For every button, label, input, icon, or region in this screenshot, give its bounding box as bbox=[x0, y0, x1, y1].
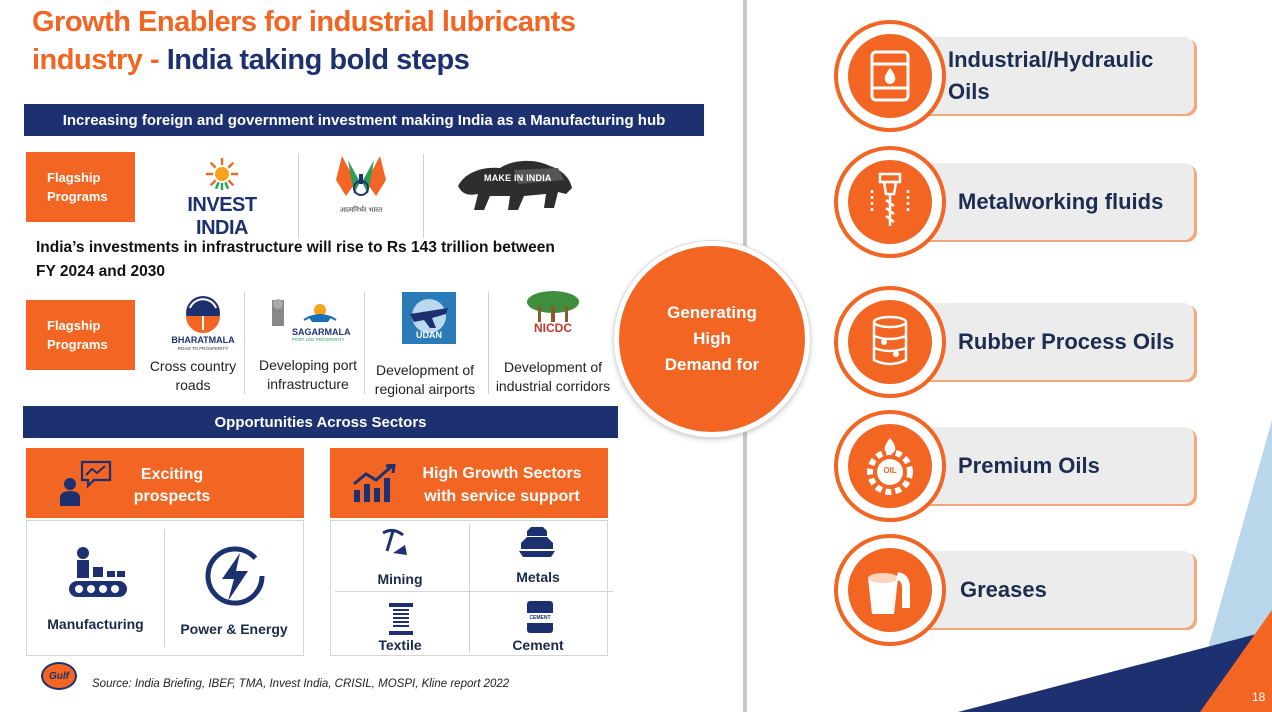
program-caption-roads bbox=[138, 357, 248, 395]
caption-port-line1: Developing port bbox=[258, 357, 358, 373]
flagship-label-line2: Programs bbox=[47, 189, 108, 204]
bharatmala-text: BHARATMALA bbox=[171, 335, 235, 345]
high-growth-label bbox=[410, 462, 594, 508]
sector-label-manufacturing: Manufacturing bbox=[47, 616, 144, 632]
sectors-left-grid bbox=[26, 520, 304, 656]
cement-bag-text: CEMENT bbox=[529, 615, 551, 621]
flagship-programs-box-1 bbox=[26, 152, 135, 222]
sagarmala-emblem-icon bbox=[264, 296, 352, 328]
bharatmala-logo bbox=[166, 294, 240, 356]
exciting-prospects-box bbox=[26, 448, 304, 518]
product-label-premium: Premium Oils bbox=[958, 452, 1100, 478]
udan-logo bbox=[402, 292, 456, 344]
product-circle-metalworking bbox=[834, 146, 946, 258]
manufacturing-icon bbox=[67, 545, 129, 601]
flagship-label-line1: Flagship bbox=[47, 170, 101, 185]
caption-roads-line2: roads bbox=[175, 377, 211, 393]
sagarmala-text: SAGARMALA bbox=[292, 327, 351, 337]
flagship-programs-box-2 bbox=[26, 300, 135, 370]
drill-icon bbox=[848, 160, 932, 244]
grease-bucket-icon bbox=[848, 548, 932, 632]
banner-opportunities: Opportunities Across Sectors bbox=[23, 406, 618, 438]
caption-roads-line1: Cross country bbox=[149, 358, 237, 374]
caption-corridors-line2: industrial corridors bbox=[495, 378, 611, 394]
growth-chart-icon bbox=[352, 464, 398, 504]
nicdc-tree-icon bbox=[524, 290, 582, 322]
title-industry: industry bbox=[32, 44, 143, 76]
product-label-rubber: Rubber Process Oils bbox=[958, 328, 1175, 354]
source-note: Source: India Briefing, IBEF, TMA, Invest India, CRISIL, MOSPI, Kline report 2022 bbox=[92, 678, 510, 690]
sectors-right-grid bbox=[330, 520, 608, 656]
sector-label-mining: Mining bbox=[377, 571, 423, 587]
sector-label-power-energy: Power & Energy bbox=[180, 621, 288, 637]
premium-oil-icon-text: OIL bbox=[883, 466, 897, 475]
nicdc-text: NICDC bbox=[534, 321, 572, 335]
product-label-greases: Greases bbox=[960, 576, 1047, 602]
sector-cell-textile bbox=[331, 591, 469, 657]
caption-corridors-line1: Development of bbox=[503, 359, 603, 375]
program-caption-corridors bbox=[488, 358, 618, 396]
page-number: 18 bbox=[1252, 690, 1266, 704]
product-circle-greases bbox=[834, 534, 946, 646]
generating-demand-circle bbox=[614, 241, 810, 437]
sector-cell-manufacturing bbox=[27, 521, 164, 655]
high-growth-sectors-box bbox=[330, 448, 608, 518]
page-title-line2 bbox=[32, 44, 469, 77]
exciting-line1: Exciting bbox=[140, 466, 204, 483]
atmanirbhar-bharat-logo bbox=[326, 152, 396, 218]
mining-pickaxe-icon bbox=[381, 527, 407, 557]
infra-text-line2: FY 2024 and 2030 bbox=[36, 263, 165, 280]
udan-text: UDAN bbox=[416, 330, 442, 340]
infrastructure-investment-text bbox=[36, 236, 616, 284]
flagship2-label-line2: Programs bbox=[47, 337, 108, 352]
center-line1: Generating bbox=[667, 303, 757, 322]
sagarmala-subtext: PORT LED PROSPERITY bbox=[292, 337, 345, 342]
center-line3: Demand for bbox=[664, 355, 760, 374]
exciting-prospects-label bbox=[122, 464, 222, 508]
title-india-steps: India taking bold steps bbox=[166, 44, 470, 76]
product-circle-rubber bbox=[834, 286, 946, 398]
oil-drum-icon bbox=[848, 34, 932, 118]
title-dash: - bbox=[142, 44, 167, 76]
hydraulic-line2: Oils bbox=[948, 78, 990, 104]
nicdc-logo bbox=[524, 290, 582, 346]
caption-airports-line1: Development of bbox=[375, 362, 475, 378]
sector-label-metals: Metals bbox=[516, 569, 560, 585]
atmanirbhar-text: आत्मनिर्भर भारत bbox=[339, 207, 383, 214]
sector-cell-power-energy bbox=[164, 521, 304, 655]
sector-cell-mining bbox=[331, 521, 469, 591]
atmanirbhar-emblem-icon bbox=[326, 152, 396, 206]
make-in-india-lion-icon bbox=[454, 156, 576, 214]
make-in-india-text: MAKE IN INDIA bbox=[484, 173, 552, 183]
person-idea-icon bbox=[58, 458, 114, 508]
sector-label-textile: Textile bbox=[378, 637, 422, 653]
high-growth-line1: High Growth Sectors bbox=[422, 465, 582, 482]
caption-airports-line2: regional airports bbox=[374, 381, 476, 397]
sector-cell-cement bbox=[469, 591, 607, 657]
rubber-barrel-icon bbox=[848, 300, 932, 384]
power-lightning-icon bbox=[204, 545, 266, 607]
metal-ingots-icon bbox=[517, 527, 557, 559]
page-title-line1: Growth Enablers for industrial lubricants bbox=[32, 6, 576, 38]
make-in-india-logo bbox=[454, 156, 576, 214]
product-circle-premium bbox=[834, 410, 946, 522]
infra-text-line1: India’s investments in infrastructure will rise to Rs 143 trillion between bbox=[36, 239, 555, 256]
high-growth-line2: with service support bbox=[424, 488, 580, 505]
invest-india-logo bbox=[160, 156, 284, 239]
bharatmala-emblem-icon bbox=[166, 294, 240, 334]
product-label-hydraulic bbox=[948, 44, 1153, 108]
caption-port-line2: infrastructure bbox=[267, 376, 349, 392]
invest-india-text: INVEST INDIA bbox=[187, 194, 257, 239]
banner-manufacturing-hub: Increasing foreign and government investment making India as a Manufacturing hub bbox=[24, 104, 704, 136]
gulf-logo-text: Gulf bbox=[49, 670, 69, 682]
product-label-metalworking: Metalworking fluids bbox=[958, 188, 1164, 214]
exciting-line2: prospects bbox=[133, 488, 211, 505]
hydraulic-line1: Industrial/Hydraulic bbox=[948, 46, 1154, 72]
center-line2: High bbox=[693, 329, 731, 348]
sagarmala-logo bbox=[264, 296, 352, 342]
gulf-logo bbox=[41, 662, 77, 690]
product-circle-hydraulic bbox=[834, 20, 946, 132]
sector-label-cement: Cement bbox=[512, 637, 564, 653]
program-caption-port bbox=[250, 356, 366, 394]
sector-cell-metals bbox=[469, 521, 607, 591]
flagship2-label-line1: Flagship bbox=[47, 318, 101, 333]
program-caption-airports bbox=[366, 361, 484, 399]
textile-spool-icon bbox=[389, 603, 413, 635]
bharatmala-subtext: ROAD TO PROSPERITY bbox=[177, 346, 229, 351]
